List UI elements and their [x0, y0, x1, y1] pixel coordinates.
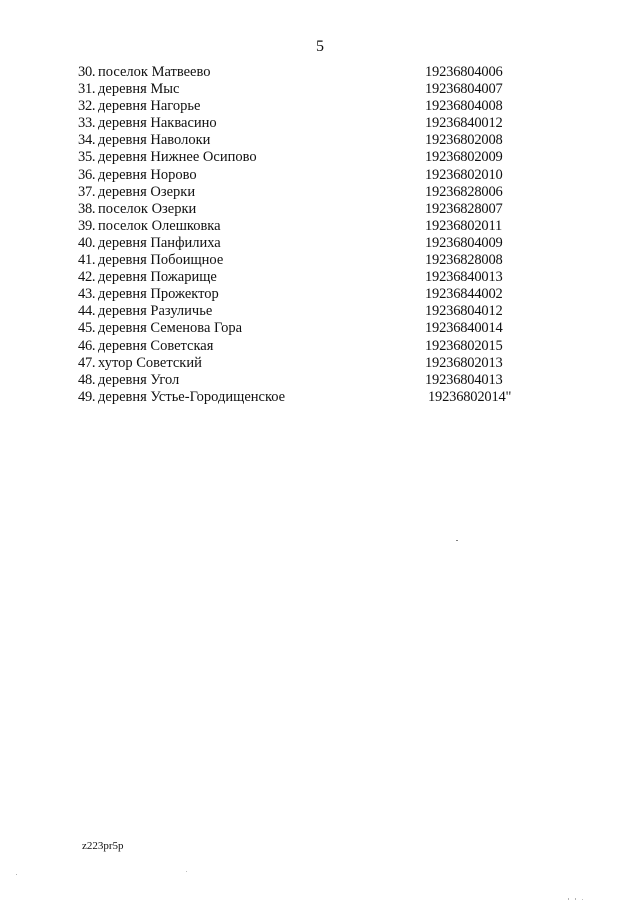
settlement-name: поселок Матвеево — [98, 64, 211, 80]
oktmo-code: 19236804012 — [425, 303, 503, 320]
list-item — [78, 338, 558, 355]
settlement-name: деревня Разуличье — [98, 303, 213, 320]
row-number: 49. — [78, 388, 96, 405]
oktmo-code: 19236804008 — [425, 98, 503, 115]
list-item — [78, 64, 558, 81]
row-number: 33. — [78, 115, 96, 132]
list-item — [78, 98, 558, 115]
list-item — [78, 115, 558, 132]
scan-speck — [568, 898, 569, 900]
settlement-name: деревня Пожарище — [98, 269, 217, 286]
row-number: 43. — [78, 286, 96, 303]
oktmo-code: 19236840012 — [425, 115, 503, 132]
oktmo-code: 19236802014" — [428, 388, 512, 405]
scan-speck — [582, 899, 583, 900]
row-number: 36. — [78, 166, 96, 183]
list-item — [78, 389, 558, 406]
list-item — [78, 218, 558, 235]
row-number: 32. — [78, 98, 96, 115]
row-number: 35. — [78, 149, 96, 166]
list-item — [78, 303, 558, 320]
row-number: 41. — [78, 252, 96, 269]
oktmo-code: 19236802010 — [425, 166, 503, 183]
row-number: 42. — [78, 269, 96, 286]
list-item — [78, 149, 558, 166]
scan-speck — [186, 871, 187, 872]
row-number: 44. — [78, 303, 96, 320]
scan-speck — [575, 898, 576, 900]
row-number: 40. — [78, 234, 96, 251]
settlement-name: деревня Нагорье — [98, 98, 201, 115]
oktmo-code: 19236802008 — [425, 132, 503, 149]
page-number: 5 — [316, 38, 324, 55]
list-item — [78, 286, 558, 303]
settlement-name: деревня Семенова Гора — [98, 320, 243, 337]
row-number: 39. — [78, 217, 96, 234]
settlement-name: деревня Наволоки — [98, 132, 211, 149]
row-number: 31. — [78, 81, 96, 98]
oktmo-code: 19236802009 — [425, 149, 503, 166]
row-number: 37. — [78, 183, 96, 200]
list-item — [78, 201, 558, 218]
oktmo-code: 19236828008 — [425, 252, 503, 269]
list-item — [78, 320, 558, 337]
list-item — [78, 269, 558, 286]
list-item — [78, 235, 558, 252]
list-item — [78, 184, 558, 201]
settlement-name: деревня Панфилиха — [98, 234, 221, 251]
settlement-name: хутор Советский — [98, 354, 202, 371]
row-number: 38. — [78, 200, 96, 217]
settlement-name: деревня Норово — [98, 166, 197, 183]
oktmo-code: 19236828007 — [425, 200, 503, 217]
settlement-name: деревня Советская — [98, 337, 214, 354]
oktmo-code: 19236804007 — [425, 81, 503, 98]
scan-speck — [16, 874, 17, 875]
settlement-name: деревня Угол — [98, 371, 180, 388]
settlement-name: деревня Нижнее Осипово — [98, 149, 257, 166]
document-code: z223pr5p — [82, 840, 124, 852]
row-number: 48. — [78, 371, 96, 388]
settlement-name: деревня Озерки — [98, 183, 196, 200]
oktmo-code: 19236802013 — [425, 354, 503, 371]
settlement-list — [78, 64, 558, 406]
oktmo-code: 19236844002 — [425, 286, 503, 303]
settlement-name: деревня Прожектор — [98, 286, 219, 303]
row-number: 47. — [78, 354, 96, 371]
oktmo-code: 19236804009 — [425, 234, 503, 251]
list-item — [78, 167, 558, 184]
oktmo-code: 19236840013 — [425, 269, 503, 286]
list-item — [78, 372, 558, 389]
settlement-name: поселок Олешковка — [98, 217, 221, 234]
oktmo-code: 19236840014 — [425, 320, 503, 337]
row-number: 45. — [78, 320, 96, 337]
row-number: 46. — [78, 337, 96, 354]
row-number: 34. — [78, 132, 96, 149]
settlement-name: деревня Мыс — [98, 81, 180, 98]
list-item — [78, 355, 558, 372]
list-item — [78, 132, 558, 149]
settlement-name: поселок Озерки — [98, 200, 197, 217]
oktmo-code: 19236802011 — [425, 217, 503, 234]
oktmo-code: 19236802015 — [425, 337, 503, 354]
row-number: 30. — [78, 64, 96, 80]
settlement-name: деревня Наквасино — [98, 115, 217, 132]
list-item — [78, 252, 558, 269]
oktmo-code: 19236828006 — [425, 183, 503, 200]
list-item — [78, 81, 558, 98]
scan-speck — [456, 540, 458, 541]
oktmo-code: 19236804006 — [425, 64, 503, 80]
settlement-name: деревня Побоищное — [98, 252, 224, 269]
oktmo-code: 19236804013 — [425, 371, 503, 388]
settlement-name: деревня Устье-Городищенское — [98, 388, 286, 405]
